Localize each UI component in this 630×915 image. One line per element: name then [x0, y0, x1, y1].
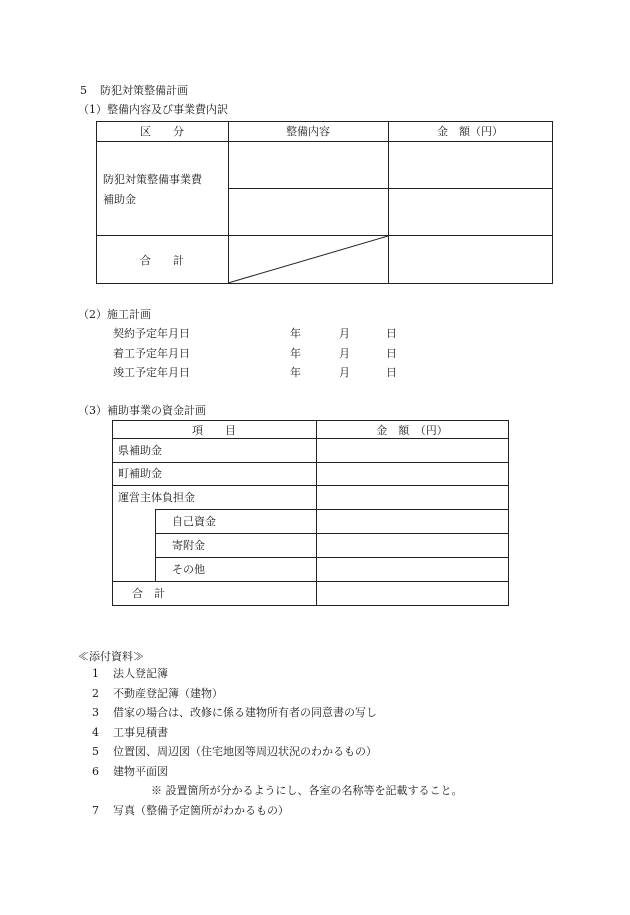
day-label: 日: [386, 347, 397, 360]
construction-heading: （2）施工計画: [78, 308, 151, 321]
funding-heading: （3）補助事業の資金計画: [78, 404, 206, 417]
year-label: 年: [290, 327, 301, 340]
funding-prefecture-subsidy: 県補助金: [118, 444, 162, 457]
breakdown-header-content: 整備内容: [286, 125, 330, 138]
section-number: 5: [80, 84, 87, 97]
day-label: 日: [386, 327, 397, 340]
funding-header-item: 項 目: [192, 424, 236, 437]
breakdown-row-label-1: 防犯対策整備事業費: [103, 173, 202, 186]
attachment-text: 位置図、周辺図（住宅地図等周辺状況のわかるもの）: [113, 745, 377, 758]
day-label: 日: [386, 366, 397, 379]
attachment-number: 7: [92, 804, 99, 817]
attachment-number: 4: [92, 726, 99, 739]
month-label: 月: [339, 327, 350, 340]
construction-label: 着工予定年月日: [113, 347, 190, 360]
funding-operator-burden: 運営主体負担金: [118, 491, 195, 504]
attachment-text: 工事見積書: [113, 726, 168, 739]
attachment-text: 法人登記簿: [113, 667, 168, 680]
construction-label: 竣工予定年月日: [113, 366, 190, 379]
attachment-number: 3: [92, 706, 99, 719]
attachment-text: 建物平面図: [113, 765, 168, 778]
year-label: 年: [290, 366, 301, 379]
attachment-text: 写真（整備予定箇所がわかるもの）: [113, 804, 289, 817]
funding-header-amount: 金 額 （円）: [376, 424, 448, 437]
attachment-text: 不動産登記簿（建物）: [113, 687, 223, 700]
construction-label: 契約予定年月日: [113, 327, 190, 340]
breakdown-heading: （1）整備内容及び事業費内訳: [78, 103, 228, 116]
breakdown-total-label: 合 計: [140, 254, 184, 267]
funding-own-funds: 自己資金: [172, 515, 216, 528]
attachment-number: 1: [92, 667, 99, 680]
month-label: 月: [339, 366, 350, 379]
attachment-note: ※ 設置箇所が分かるようにし、各室の名称等を記載すること。: [151, 784, 463, 797]
breakdown-header-amount: 金 額（円）: [437, 125, 503, 138]
attachment-number: 6: [92, 765, 99, 778]
funding-other: その他: [172, 563, 205, 576]
funding-donations: 寄附金: [172, 539, 205, 552]
attachments-heading: ≪添付資料≫: [78, 650, 144, 663]
funding-town-subsidy: 町補助金: [118, 467, 162, 480]
month-label: 月: [339, 347, 350, 360]
section-title: 防犯対策整備計画: [100, 84, 188, 97]
attachment-number: 5: [92, 745, 99, 758]
year-label: 年: [290, 347, 301, 360]
funding-total: 合 計: [132, 587, 165, 600]
attachment-text: 借家の場合は、改修に係る建物所有者の同意書の写し: [113, 706, 377, 719]
attachment-number: 2: [92, 687, 99, 700]
breakdown-row-label-2: 補助金: [103, 193, 136, 206]
breakdown-header-category: 区 分: [140, 125, 184, 138]
